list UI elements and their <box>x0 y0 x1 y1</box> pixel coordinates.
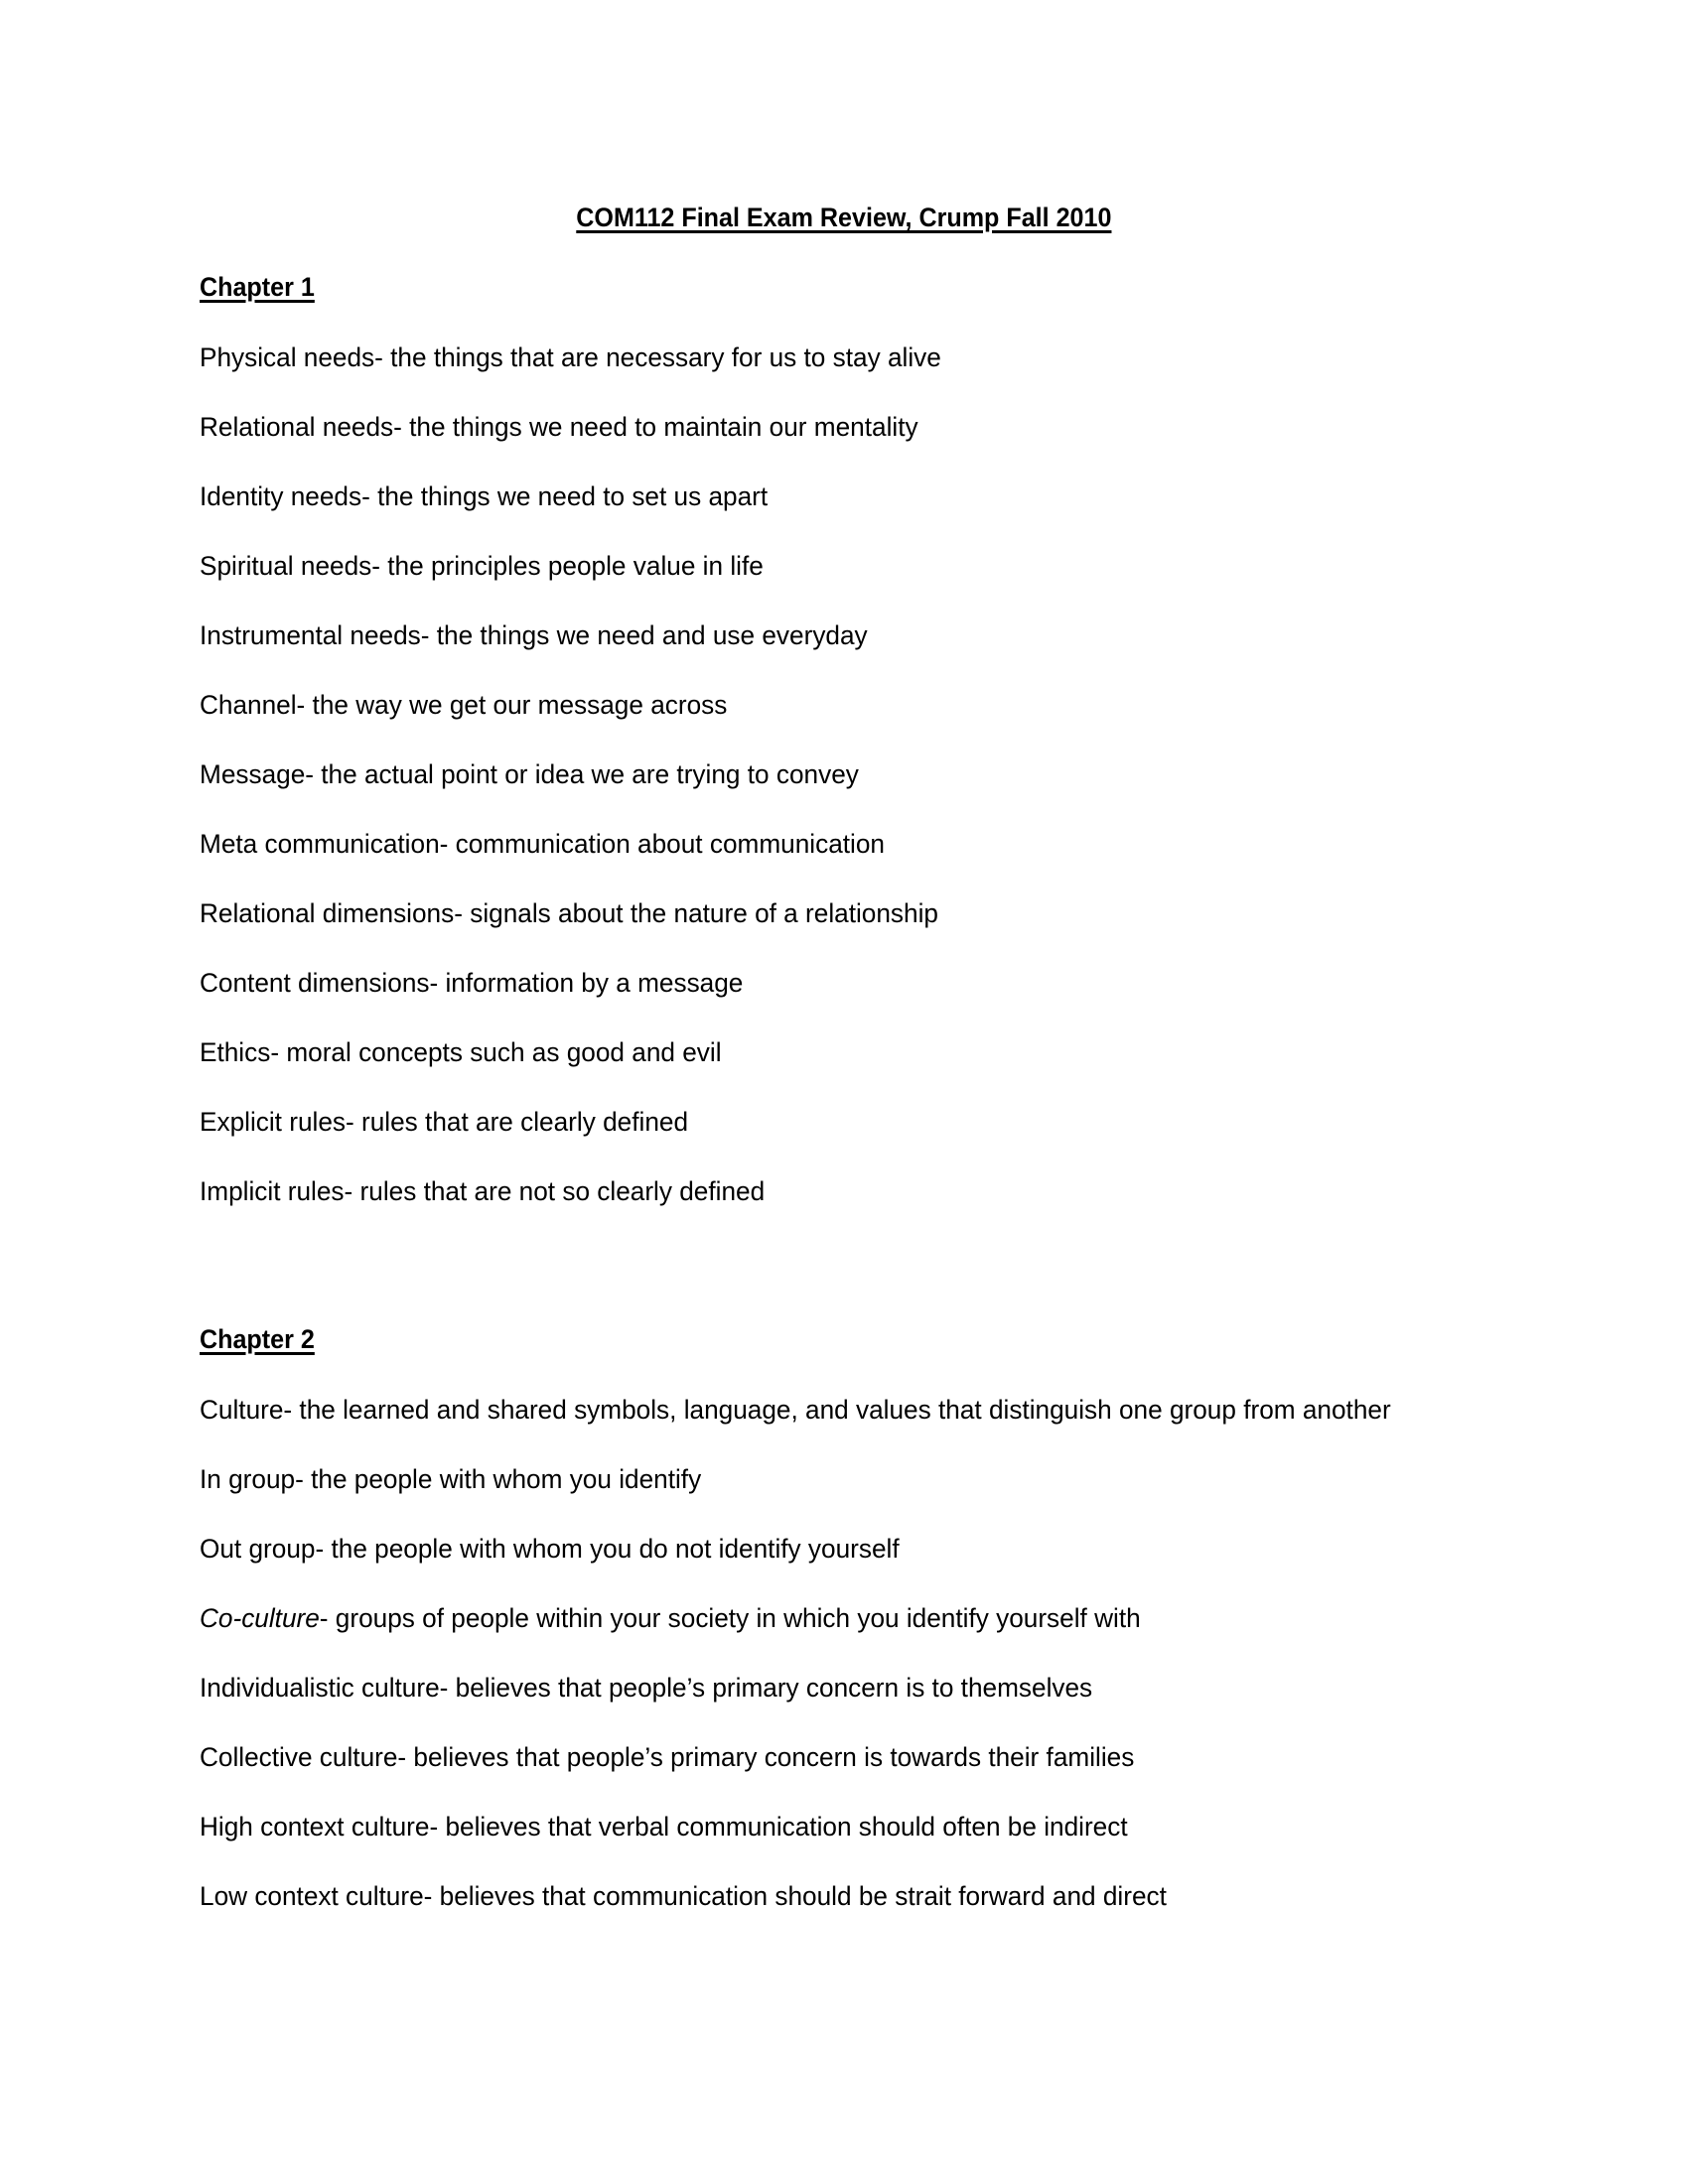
definition: - communication about communication <box>439 829 885 859</box>
list-item <box>200 483 768 510</box>
term: Spiritual needs <box>200 551 372 581</box>
term: Meta communication <box>200 829 440 859</box>
list-item <box>200 761 859 788</box>
definition: - believes that verbal communication should often be indirect <box>429 1812 1128 1842</box>
term: Out group <box>200 1534 316 1564</box>
definition: - believes that people’s primary concern is towards their families <box>397 1742 1135 1772</box>
term: Relational needs <box>200 412 394 442</box>
term: Message <box>200 759 306 789</box>
definition: - the things we need to maintain our mentality <box>393 412 918 442</box>
term: High context culture <box>200 1812 430 1842</box>
term: Individualistic culture <box>200 1673 440 1703</box>
term: Low context culture <box>200 1881 424 1911</box>
term: In group <box>200 1464 296 1494</box>
term: Culture <box>200 1395 284 1425</box>
definition: - rules that are not so clearly defined <box>344 1176 766 1206</box>
list-item <box>200 1039 722 1066</box>
definition: - signals about the nature of a relationship <box>454 898 938 928</box>
list-item <box>200 1178 765 1205</box>
list-item <box>200 1814 1128 1841</box>
term: Identity needs <box>200 481 362 511</box>
list-item <box>200 344 941 371</box>
definition: - rules that are clearly defined <box>346 1107 689 1137</box>
list-item <box>200 831 885 858</box>
term: Instrumental needs <box>200 620 421 650</box>
term: Implicit rules <box>200 1176 345 1206</box>
document-title <box>0 205 1688 231</box>
definition: - the actual point or idea we are trying to convey <box>305 759 859 789</box>
list-item <box>200 1744 1134 1771</box>
list-item <box>200 1605 1141 1632</box>
document-title-text: COM112 Final Exam Review, Crump Fall 2010 <box>576 203 1112 232</box>
definition: - the way we get our message across <box>296 690 728 720</box>
term: Channel <box>200 690 297 720</box>
definition: - the things we need to set us apart <box>361 481 769 511</box>
definition: - the people with whom you identify <box>295 1464 702 1494</box>
list-item <box>200 414 918 441</box>
definition: - information by a message <box>429 968 744 998</box>
definition: - the things we need and use everyday <box>420 620 868 650</box>
list-item <box>200 553 764 580</box>
list-item <box>200 900 938 927</box>
list-item <box>200 692 727 719</box>
definition: - the learned and shared symbols, language, and values that distinguish one group from another <box>283 1395 1391 1425</box>
list-item <box>200 1397 1391 1424</box>
term: Ethics <box>200 1037 271 1067</box>
term: Content dimensions <box>200 968 430 998</box>
section-heading-chapter-1: Chapter 1 <box>200 272 315 302</box>
definition: - moral concepts such as good and evil <box>270 1037 722 1067</box>
term-italic: Co-culture <box>200 1603 320 1633</box>
list-item <box>200 1536 900 1563</box>
definition: - the principles people value in life <box>371 551 764 581</box>
list-item <box>200 1883 1167 1910</box>
definition: - groups of people within your society in which you identify yourself with <box>319 1603 1141 1633</box>
term: Explicit rules <box>200 1107 347 1137</box>
definition: - the things that are necessary for us to stay alive <box>374 342 941 372</box>
section-heading-chapter-2: Chapter 2 <box>200 1324 315 1354</box>
list-item <box>200 622 868 649</box>
list-item <box>200 1466 701 1493</box>
list-item <box>200 970 743 997</box>
definition: - believes that people’s primary concern is to themselves <box>439 1673 1093 1703</box>
definition: - believes that communication should be strait forward and direct <box>423 1881 1167 1911</box>
term: Relational dimensions <box>200 898 455 928</box>
list-item <box>200 1675 1092 1702</box>
definition: - the people with whom you do not identify yourself <box>315 1534 900 1564</box>
list-item <box>200 1109 688 1136</box>
term: Physical needs <box>200 342 375 372</box>
term: Collective culture <box>200 1742 398 1772</box>
